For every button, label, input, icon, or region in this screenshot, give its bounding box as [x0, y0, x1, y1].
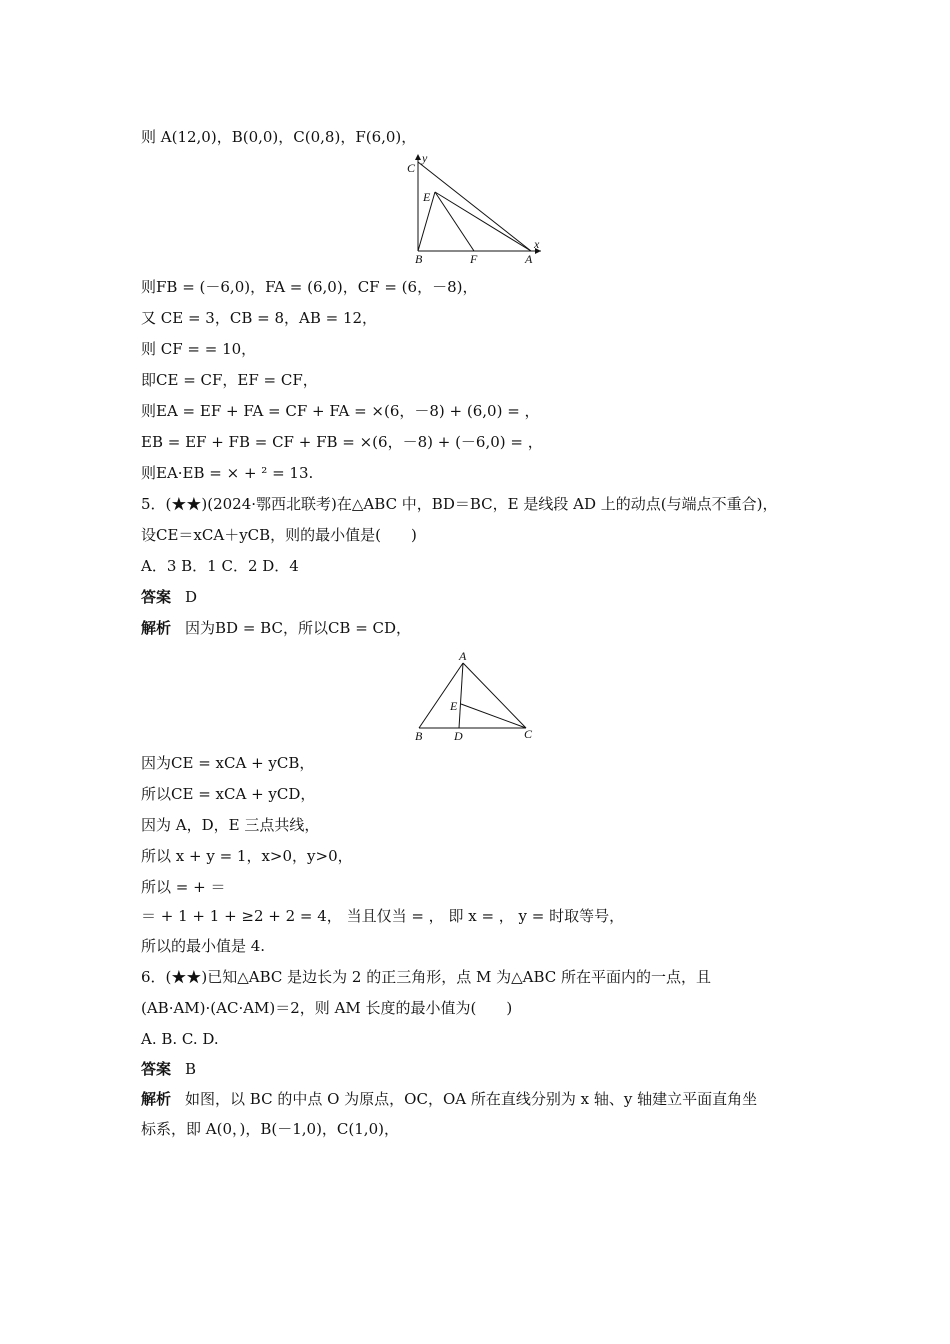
label-A: A [459, 649, 467, 663]
label-E: E [450, 699, 458, 713]
question-5-stem: 5．(★★)(2024·鄂西北联考)在△ABC 中，BD＝BC，E 是线段 AD 上的动点(与端点不重合)， [141, 495, 778, 513]
answer-5 [141, 587, 197, 607]
segment-EA [435, 192, 531, 251]
text-line: 则EA·EB = × + ² = 13. [141, 464, 314, 482]
answer-label: 答案 [141, 588, 172, 606]
text-line: 因为 A，D，E 三点共线， [141, 816, 320, 834]
answer-6 [141, 1059, 196, 1079]
figure-coordinate-triangle [400, 150, 550, 268]
label-F: F [470, 252, 478, 266]
text-line: 则EA = EF + FA = CF + FA = ×(6，－8) + (6,0) = ， [141, 402, 540, 420]
solution-text: 如图，以 BC 的中点 O 为原点，OC，OA 所在直线分别为 x 轴、y 轴建立平面直角坐 [185, 1090, 758, 1108]
text-line: 则FB = (－6,0)，FA = (6,0)，CF = (6，－8)， [141, 278, 478, 296]
label-D: D [454, 729, 463, 743]
answer-value: B [185, 1060, 197, 1078]
question-5-stem-cont: 设CE＝xCA＋yCB，则的最小值是( ) [141, 526, 417, 544]
text-line: ＝ + 1 + 1 + ≥2 + 2 = 4， 当且仅当 = ， 即 x = ， y = 时取等号， [141, 907, 625, 925]
y-axis-arrow [415, 154, 421, 160]
solution-text: 因为BD = BC，所以CB = CD， [185, 619, 412, 637]
solution-6 [141, 1089, 757, 1109]
text-line: 所以 = + ＝ [141, 878, 226, 896]
question-6-stem-cont: (AB·AM)·(AC·AM)＝2，则 AM 长度的最小值为( ) [141, 999, 513, 1017]
segment-EC [461, 704, 526, 728]
answer-value: D [185, 588, 198, 606]
segment-AD [459, 663, 463, 728]
solution-label: 解析 [141, 619, 172, 637]
label-y: y [422, 151, 428, 165]
label-A: A [525, 252, 533, 266]
label-x: x [534, 237, 540, 251]
label-C: C [407, 161, 416, 175]
text-line: 所以的最小值是 4. [141, 937, 266, 955]
text-line: 标系，即 A(0，)，B(－1,0)，C(1,0)， [141, 1120, 399, 1138]
solution-5 [141, 618, 411, 638]
label-E: E [423, 190, 431, 204]
question-5-options: A．3 B．1 C．2 D．4 [141, 557, 299, 575]
label-C: C [524, 727, 533, 741]
text-line: 则 A(12,0)，B(0,0)，C(0,8)，F(6,0)， [141, 128, 417, 146]
text-line: 又 CE = 3，CB = 8，AB = 12， [141, 309, 378, 327]
text-line: 即CE = CF，EF = CF， [141, 371, 318, 389]
question-6-options: A. B. C. D. [141, 1030, 219, 1048]
answer-label: 答案 [141, 1060, 172, 1078]
figure-triangle-abc [405, 647, 540, 745]
text-line: 因为CE = xCA + yCB， [141, 754, 315, 772]
segment-EF [435, 192, 474, 251]
segment-AC [463, 663, 526, 728]
label-B: B [415, 729, 423, 743]
label-B: B [415, 252, 423, 266]
text-line: 所以CE = xCA + yCD， [141, 785, 316, 803]
question-6-stem: 6．(★★)已知△ABC 是边长为 2 的正三角形，点 M 为△ABC 所在平面内的一点，且 [141, 968, 712, 986]
segment-AB [419, 663, 463, 728]
text-line: EB = EF + FB = CF + FB = ×(6，－8) + (－6,0) = ， [141, 433, 543, 451]
segment-CA [418, 162, 531, 251]
text-line: 所以 x + y = 1，x>0，y>0， [141, 847, 353, 865]
text-line: 则 CF = = 10， [141, 340, 257, 358]
solution-label: 解析 [141, 1090, 172, 1108]
